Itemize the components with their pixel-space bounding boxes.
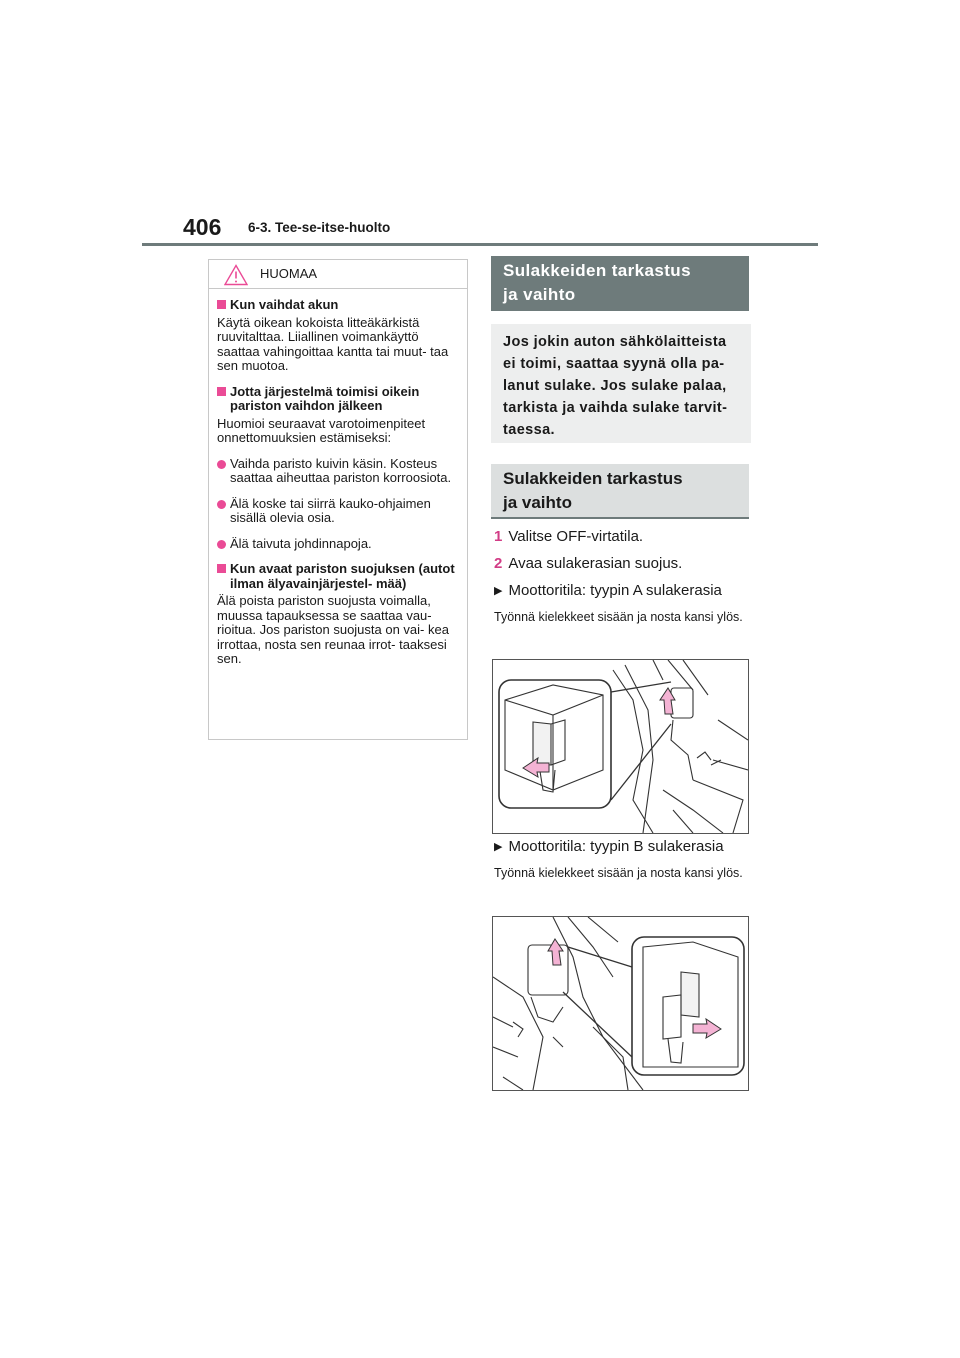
- warning-icon: [224, 264, 248, 286]
- callout-line-bottom: [563, 992, 632, 1057]
- lift-arrow-icon: [660, 688, 675, 714]
- sub-title-line-1: Sulakkeiden tarkastus: [503, 469, 683, 488]
- intro-box: Jos jokin auton sähkölaitteista ei toimi, saattaa syynä olla pa- lanut sulake. Jos sulake palaa, tarkista ja vaihda sulake tarvit- taessa.: [491, 324, 751, 443]
- type-a-label: [494, 582, 722, 599]
- caution-paragraph-1: Käytä oikean kokoista litteäkärkistä ruuvitalttaa. Liiallinen voimankäyttö saattaa vahingoittaa kantta tai muut- taa sen muotoa.: [217, 314, 449, 373]
- triangle-bullet-icon: ▶: [494, 585, 503, 597]
- type-b-instruction: Työnnä kielekkeet sisään ja nosta kansi ylös.: [494, 866, 743, 880]
- caution-header: [209, 260, 467, 289]
- section-header: 6-3. Tee-se-itse-huolto: [248, 220, 391, 235]
- fuse-box-type-b-illustration: [493, 917, 748, 1090]
- main-section-title: [491, 256, 749, 311]
- callout-line-top: [611, 682, 671, 692]
- step-2: [494, 555, 682, 572]
- caution-box: [208, 259, 468, 740]
- caution-paragraph-3: Älä poista pariston suojusta voimalla, muussa tapauksessa se saattaa vau- rioitua. Jos pariston suojusta on vai- kea irrottaa, nosta sen reunaa irrot- taaksesi sen.: [217, 593, 449, 666]
- caution-bullet-1: Vaihda paristo kuivin käsin. Kosteus saattaa aiheuttaa pariston korroosiota.: [217, 457, 459, 486]
- callout-line-bottom: [611, 724, 671, 800]
- fuse-box-type-a-illustration: [493, 660, 748, 833]
- step-1: [494, 528, 643, 545]
- caution-heading-3: Kun avaat pariston suojuksen (autot ilman älyavainjärjestel- mää): [217, 562, 459, 591]
- page-number: 406: [183, 214, 222, 240]
- type-b-label: [494, 838, 724, 855]
- caution-paragraph-2: Huomioi seuraavat varotoimenpiteet onnettomuuksien estämiseksi:: [217, 415, 426, 445]
- lift-arrow-icon: [548, 939, 563, 965]
- caution-body: [209, 289, 467, 667]
- triangle-bullet-icon: ▶: [494, 841, 503, 853]
- main-title-line-1: Sulakkeiden tarkastus: [503, 261, 691, 280]
- type-a-label-text: Moottoritila: tyypin A sulakerasia: [508, 582, 722, 599]
- step-2-number: 2: [494, 555, 503, 572]
- figure-type-a: [492, 659, 749, 834]
- header-rule: [142, 243, 818, 246]
- step-1-text: Valitse OFF-virtatila.: [508, 528, 644, 545]
- caution-bullet-3: Älä taivuta johdinnapoja.: [217, 537, 459, 552]
- caution-bullet-2: Älä koske tai siirrä kauko-ohjaimen sisällä olevia osia.: [217, 497, 459, 526]
- figure-type-b: [492, 916, 749, 1091]
- step-1-number: 1: [494, 528, 503, 545]
- callout-line-top: [568, 947, 632, 967]
- sub-title-line-2: ja vaihto: [503, 493, 572, 512]
- step-2-text: Avaa sulakerasian suojus.: [508, 555, 683, 572]
- type-a-instruction: Työnnä kielekkeet sisään ja nosta kansi ylös.: [494, 610, 743, 624]
- sub-section-title: [491, 464, 749, 519]
- main-title-line-2: ja vaihto: [503, 285, 576, 304]
- type-b-label-text: Moottoritila: tyypin B sulakerasia: [508, 838, 724, 855]
- caution-title: HUOMAA: [260, 266, 318, 281]
- caution-heading-2: Jotta järjestelmä toimisi oikein pariston vaihdon jälkeen: [217, 385, 459, 414]
- caution-heading-1: Kun vaihdat akun: [217, 298, 459, 313]
